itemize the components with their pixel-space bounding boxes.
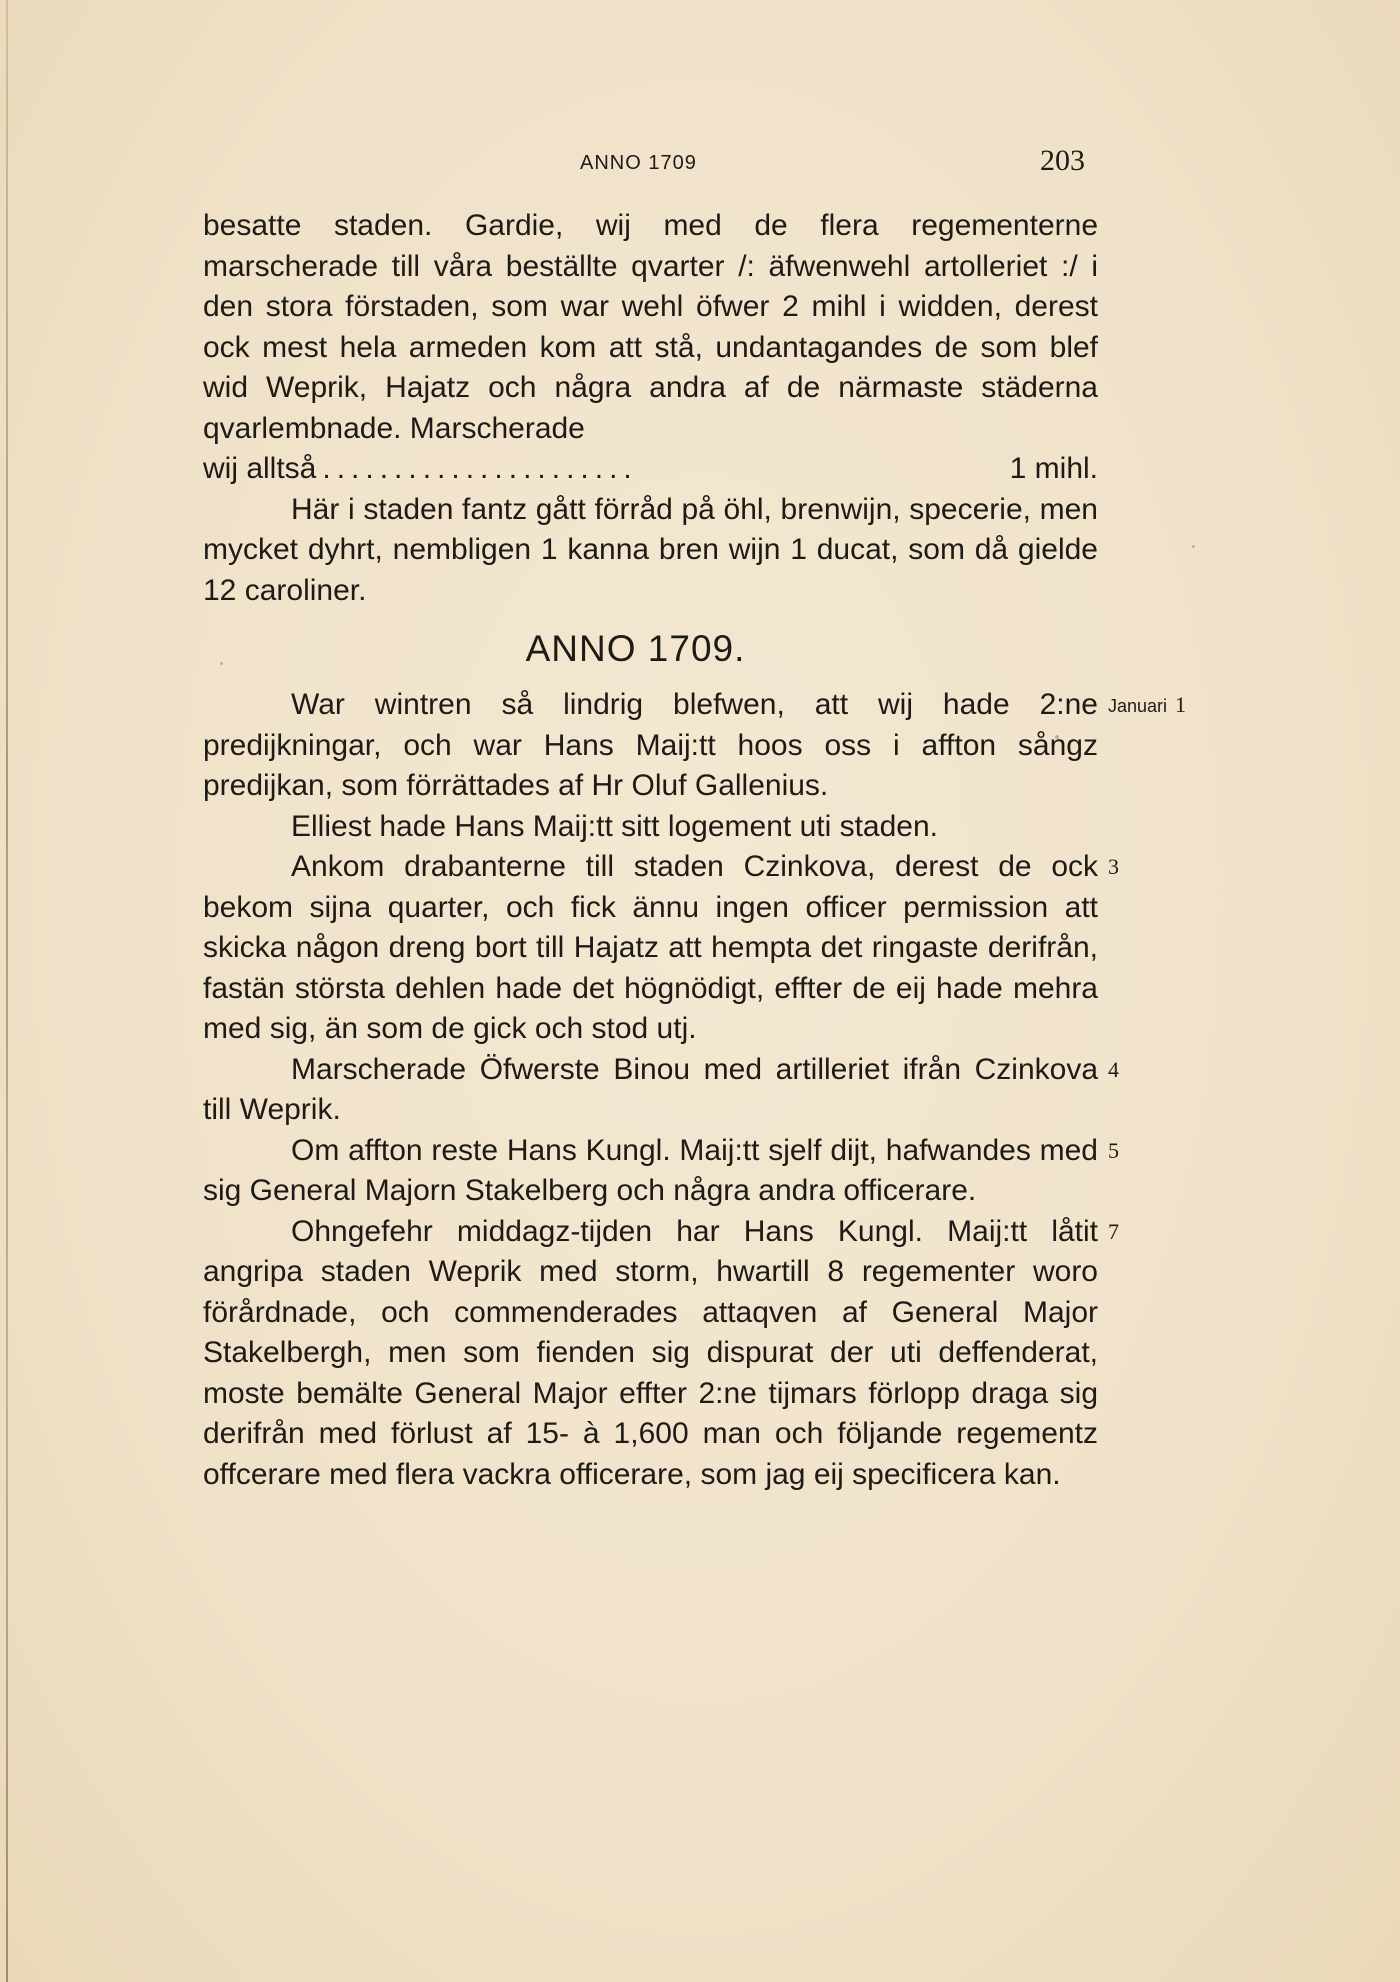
margin-day: 7: [1108, 1218, 1119, 1244]
body-text: [203, 206, 1187, 1495]
diary-entry: [203, 685, 1187, 807]
margin-month: Januari: [1108, 696, 1168, 716]
margin-day: 3: [1108, 854, 1119, 879]
margin-date: [1108, 847, 1119, 888]
margin-date: [1108, 1131, 1119, 1172]
diary-entry: [203, 847, 1119, 1050]
page-edge-shadow: [6, 0, 8, 1982]
page-number: 203: [1040, 144, 1085, 177]
margin-date: [1108, 1050, 1119, 1091]
margin-day: 4: [1108, 1056, 1119, 1082]
margin-day: 1: [1175, 692, 1187, 717]
entry-text: Marscherade Öfwerste Binou med artilleriet ifrån Czinkova till Weprik.: [203, 1052, 1098, 1126]
entry-text: War wintren så lindrig blefwen, att wij hade 2:ne predijkningar, och war Hans Maij:tt hoos oss i affton sångz predijkan, som förrättades af Hr Oluf Gallenius.: [203, 688, 1098, 802]
diary-entry: [203, 807, 1098, 848]
margin-date: [1108, 685, 1186, 727]
running-head-title: ANNO 1709: [580, 152, 697, 174]
margin-day: 5: [1108, 1137, 1119, 1163]
running-head: [200, 144, 1085, 188]
paper-speck: [1192, 545, 1195, 548]
entry-text: Ankom drabanterne till staden Czinkova, derest de ock bekom sijna quarter, och fick ännu ingen officer permission att skicka någon dreng bort till Hajatz att hempta det ringaste derifrån, fastän största dehlen hade det högnödigt, effter de eij hade mehra med sig, än som de gick och stod utj.: [203, 850, 1098, 1045]
margin-date: [1108, 1212, 1119, 1253]
tally-value: 1 mihl.: [1009, 452, 1098, 485]
section-heading: ANNO 1709.: [525, 628, 746, 669]
tally-label: wij alltså: [203, 452, 317, 485]
entry-text: Om affton reste Hans Kungl. Maij:tt sjelf dijt, hafwandes med sig General Majorn Stakelberg och några andra officerare.: [203, 1133, 1098, 1207]
distance-tally-line: [203, 449, 1098, 490]
opening-paragraph: besatte staden. Gardie, wij med de flera regementerne marscherade till våra beställte qvarter /: äfwenwehl artolleriet :/ i den stora förstaden, som war wehl öfwer 2 mihl i widden, derest ock mest hela armeden kom att stå, undantagandes de som blef wid Weprik, Hajatz och några andra af de närmaste städerna qvarlembnade. Marscherade: [203, 209, 1098, 445]
entry-text: Ohngefehr middagz-tijden har Hans Kungl. Maij:tt låtit angripa staden Weprik med storm, hwartill 8 regementer woro förårdnade, och commenderades attaqven af General Major Stakelbergh, men som fienden sig dispurat der uti deffenderat, moste bemälte General Major effter 2:ne tijmars förlopp draga sig derifrån med förlust af 15- à 1,600 man och följande regementz offcerare med flera vackra officerare, som jag eij specificera kan.: [203, 1214, 1098, 1491]
dot-leader: ......................: [322, 452, 638, 485]
diary-entry: [203, 1131, 1119, 1212]
entry-text: Elliest hade Hans Maij:tt sitt logement uti staden.: [291, 809, 938, 843]
diary-entry: [203, 1212, 1119, 1496]
supplies-paragraph: Här i staden fantz gått förråd på öhl, brenwijn, specerie, men mycket dyhrt, nembligen 1 kanna bren wijn 1 ducat, som då gielde 12 caroliner.: [203, 492, 1098, 607]
diary-entry: [203, 1050, 1119, 1131]
